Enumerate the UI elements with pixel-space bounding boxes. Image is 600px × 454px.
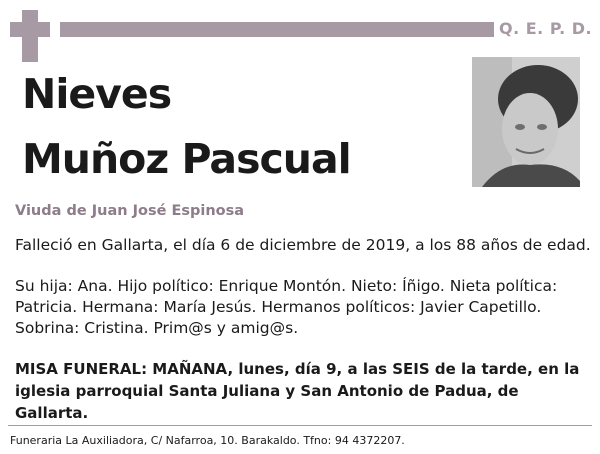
portrait-photo <box>472 57 580 187</box>
funeral-notice: MISA FUNERAL: MAÑANA, lunes, día 9, a las SEIS de la tarde, en la iglesia parroquial Santa Juliana y San Antonio de Padua, de Gallarta. <box>15 360 580 422</box>
funeral-home-info: Funeraria La Auxiliadora, C/ Nafarroa, 10. Barakaldo. Tfno: 94 4372207. <box>10 434 405 447</box>
widow-of-line: Viuda de Juan José Espinosa <box>15 203 245 219</box>
death-notice: Falleció en Gallarta, el día 6 de diciembre de 2019, a los 88 años de edad. <box>15 236 591 254</box>
deceased-first-name: Nieves <box>22 70 172 118</box>
family-notice: Su hija: Ana. Hijo político: Enrique Montón. Nieto: Íñigo. Nieta política: Patricia. Hermana: María Jesús. Hermanos políticos: Javier Capetillo. Sobrina: Cristina. Prim@s y amig@s. <box>15 277 558 337</box>
deceased-last-name: Muñoz Pascual <box>22 135 351 183</box>
qepd-label: Q. E. P. D. <box>499 19 593 38</box>
footer-divider <box>8 425 592 426</box>
cross-icon-bar <box>10 22 50 37</box>
header-rule <box>60 22 494 37</box>
